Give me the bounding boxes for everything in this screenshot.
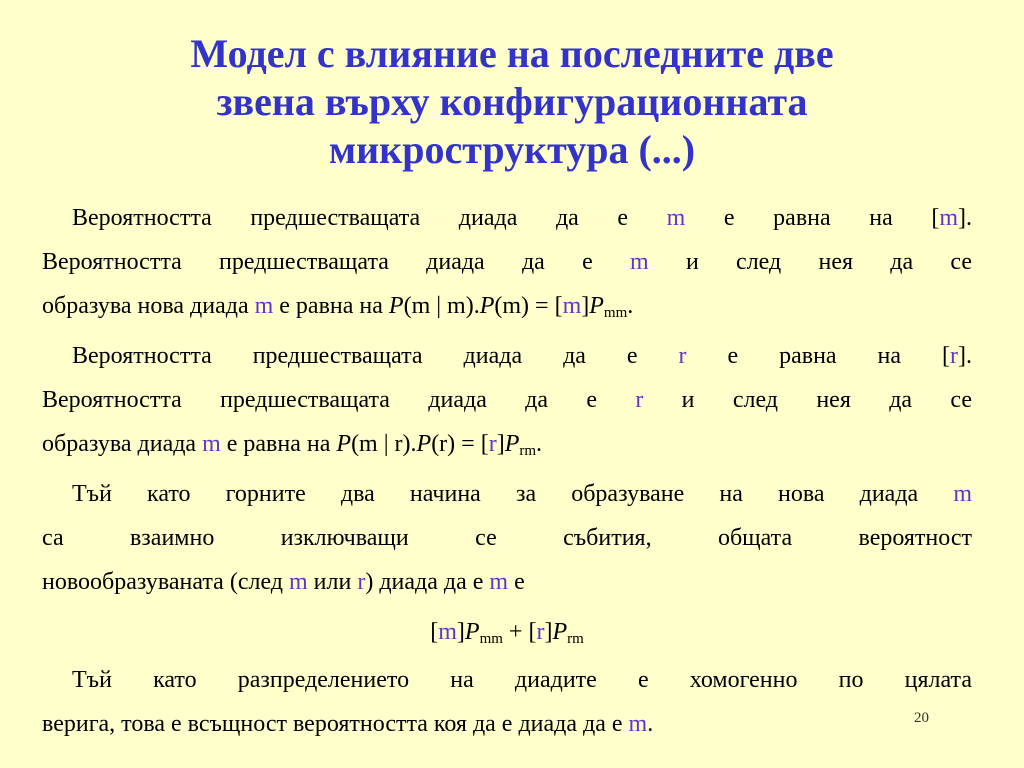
text-span: ]	[496, 431, 505, 457]
text-span: (r) = [	[431, 431, 489, 457]
subscript: mm	[603, 305, 628, 321]
variable-m: m	[630, 249, 649, 275]
text-span: образува диада	[42, 431, 203, 457]
probability-symbol: P	[504, 431, 520, 457]
text-span: Вероятността предшестващата диада да е	[42, 249, 631, 275]
text-span: ]	[581, 293, 590, 319]
text-span: [	[430, 619, 439, 645]
title-line-3: микроструктура (...)	[328, 127, 696, 172]
text-span: и след нея да се	[648, 249, 973, 275]
paragraph-4-line-1	[42, 658, 972, 702]
text-span: (m) = [	[494, 293, 563, 319]
variable-r: r	[950, 343, 958, 369]
variable-m: m	[939, 205, 958, 231]
text-span: е равна на [	[686, 343, 950, 369]
probability-symbol: P	[388, 293, 404, 319]
paragraph-2	[42, 334, 972, 466]
text-span: новообразуваната (след	[42, 569, 289, 595]
slide-body	[42, 196, 972, 752]
text-span: .	[647, 711, 654, 737]
subscript: rm	[519, 443, 537, 459]
variable-m: m	[438, 619, 457, 645]
text-span: ) диада да е	[365, 569, 490, 595]
variable-m: m	[254, 293, 274, 319]
variable-r: r	[635, 387, 644, 413]
text-span: Вероятността предшестващата диада да е	[72, 205, 667, 231]
probability-symbol: P	[464, 619, 480, 645]
variable-m: m	[666, 205, 686, 231]
text-span: и след нея да се	[643, 387, 972, 413]
slide-title	[60, 30, 964, 174]
paragraph-4	[42, 658, 972, 746]
paragraph-1-line-3	[42, 284, 972, 328]
paragraph-3-line-3	[42, 560, 972, 604]
variable-r: r	[357, 569, 366, 595]
probability-symbol: P	[552, 619, 568, 645]
variable-m: m	[489, 569, 509, 595]
page-number: 20	[914, 710, 929, 726]
paragraph-4-line-2	[42, 702, 972, 746]
text-span: е равна на	[273, 293, 389, 319]
text-span: ].	[958, 343, 972, 369]
probability-symbol: P	[416, 431, 432, 457]
text-span: е	[508, 569, 525, 595]
paragraph-2-line-1	[42, 334, 972, 378]
text-span: ].	[958, 205, 972, 231]
probability-symbol: P	[479, 293, 495, 319]
text-span: Вероятността предшестващата диада да е	[42, 387, 636, 413]
paragraph-3	[42, 472, 972, 604]
subscript: mm	[479, 631, 503, 647]
text-span: ]	[544, 619, 553, 645]
variable-r: r	[678, 343, 687, 369]
variable-m: m	[628, 711, 648, 737]
text-span: ]	[456, 619, 465, 645]
text-span: (m | m).	[403, 293, 480, 319]
text-span: са взаимно изключващи се събития, общата вероятност	[42, 525, 972, 551]
variable-m: m	[562, 293, 582, 319]
paragraph-2-line-2	[42, 378, 972, 422]
subscript: rm	[567, 631, 584, 647]
text-span: е равна на	[220, 431, 337, 457]
text-span: верига, това е всъщност вероятността коя да е диада да е	[42, 711, 629, 737]
title-line-1: Модел с влияние на последните две	[190, 31, 834, 76]
text-span: .	[536, 431, 543, 457]
paragraph-3-line-1	[42, 472, 972, 516]
text-span: или	[307, 569, 358, 595]
paragraph-1	[42, 196, 972, 328]
paragraph-1-line-2	[42, 240, 972, 284]
text-span: Тъй като горните два начина за образуване на нова диада	[72, 481, 954, 507]
text-span: + [	[502, 619, 537, 645]
variable-m: m	[289, 569, 308, 595]
paragraph-2-line-3	[42, 422, 972, 466]
text-span: Вероятността предшестващата диада да е	[72, 343, 679, 369]
paragraph-1-line-1	[42, 196, 972, 240]
formula	[42, 610, 972, 654]
text-span: образува нова диада	[42, 293, 255, 319]
variable-r: r	[536, 619, 545, 645]
variable-r: r	[488, 431, 497, 457]
variable-m: m	[953, 481, 972, 507]
text-span: .	[627, 293, 634, 319]
title-line-2: звена върху конфигурационната	[216, 79, 808, 124]
probability-symbol: P	[589, 293, 604, 319]
variable-m: m	[202, 431, 221, 457]
text-span: е равна на [	[685, 205, 940, 231]
probability-symbol: P	[336, 431, 352, 457]
text-span: Тъй като разпределението на диадите е хомогенно по цялата	[72, 667, 972, 693]
text-span: (m | r).	[351, 431, 417, 457]
paragraph-3-line-2	[42, 516, 972, 560]
